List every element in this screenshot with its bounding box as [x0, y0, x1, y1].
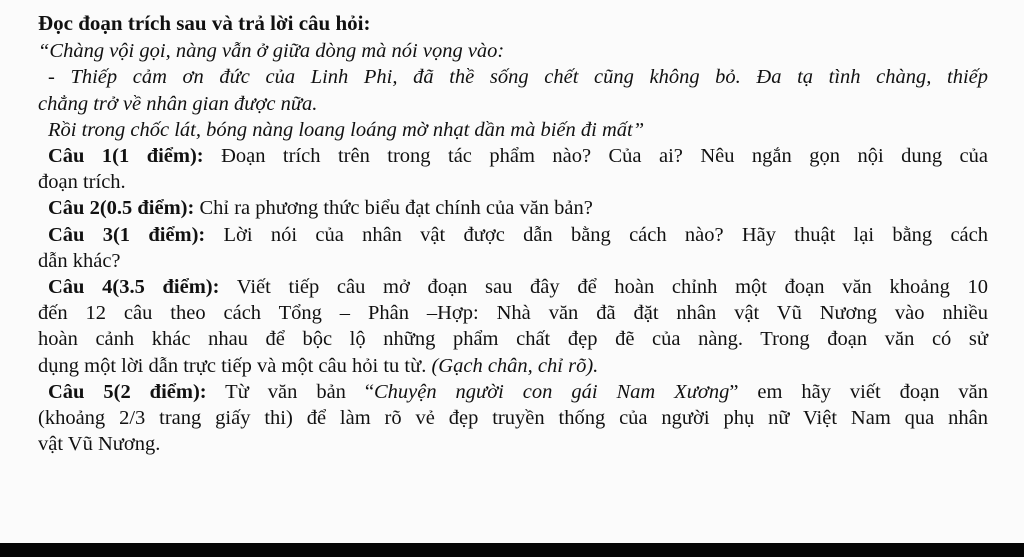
question-1 [38, 143, 988, 195]
question-text: hoàn cảnh khác nhau để bộc lộ những phẩm chất đẹp đẽ của nàng. Trong đoạn văn có sử [38, 328, 988, 351]
excerpt-block [38, 38, 988, 143]
question-label: Câu 2(0.5 điểm): [48, 197, 195, 220]
question-2 [38, 195, 988, 221]
excerpt-line: “Chàng vội gọi, nàng vẫn ở giữa dòng mà nói vọng vào: [38, 40, 505, 63]
question-text: đoạn trích. [38, 171, 126, 194]
document-content [38, 10, 988, 457]
excerpt-line: - Thiếp cảm ơn đức của Linh Phi, đã thề sống chết cũng không bỏ. Đa tạ tình chàng, thiếp [48, 66, 988, 89]
question-text: Lời nói của nhân vật được dẫn bằng cách nào? Hãy thuật lại bằng cách [205, 223, 988, 246]
question-label: Câu 3(1 điểm): [48, 223, 206, 246]
question-text: dẫn khác? [38, 249, 121, 272]
question-note: (Gạch chân, chỉ rõ). [431, 354, 599, 377]
question-text: Đoạn trích trên trong tác phẩm nào? Của ai? Nêu ngắn gọn nội dung của [203, 145, 988, 168]
question-text: (khoảng 2/3 trang giấy thi) để làm rõ vẻ đẹp truyền thống của người phụ nữ Việt Nam qua nhân [38, 407, 988, 430]
question-label: Câu 5(2 điểm): [48, 380, 207, 403]
question-text: Từ văn bản “ [206, 380, 374, 403]
question-4 [38, 274, 988, 379]
question-5 [38, 379, 988, 458]
question-text: vật Vũ Nương. [38, 433, 161, 456]
question-text: đến 12 câu theo cách Tổng – Phân –Hợp: Nhà văn đã đặt nhân vật Vũ Nương vào nhiều [38, 302, 988, 325]
bottom-black-strip [0, 543, 1024, 557]
question-text: ” em hãy viết đoạn văn [729, 380, 988, 403]
question-3 [38, 222, 988, 274]
excerpt-line: chẳng trở về nhân gian được nữa. [38, 92, 318, 115]
question-text: Chỉ ra phương thức biểu đạt chính của văn bản? [194, 197, 593, 220]
question-text: dụng một lời dẫn trực tiếp và một câu hỏi tu từ. [38, 354, 432, 377]
question-label: Câu 4(3.5 điểm): [48, 276, 220, 299]
work-title: Chuyện người con gái Nam Xương [373, 380, 730, 403]
question-text: Viết tiếp câu mở đoạn sau đây để hoàn chỉnh một đoạn văn khoảng 10 [219, 276, 988, 299]
document-heading: Đọc đoạn trích sau và trả lời câu hỏi: [38, 11, 371, 35]
question-label: Câu 1(1 điểm): [48, 145, 204, 168]
excerpt-line: Rồi trong chốc lát, bóng nàng loang loáng mờ nhạt dần mà biến đi mất” [48, 118, 645, 141]
